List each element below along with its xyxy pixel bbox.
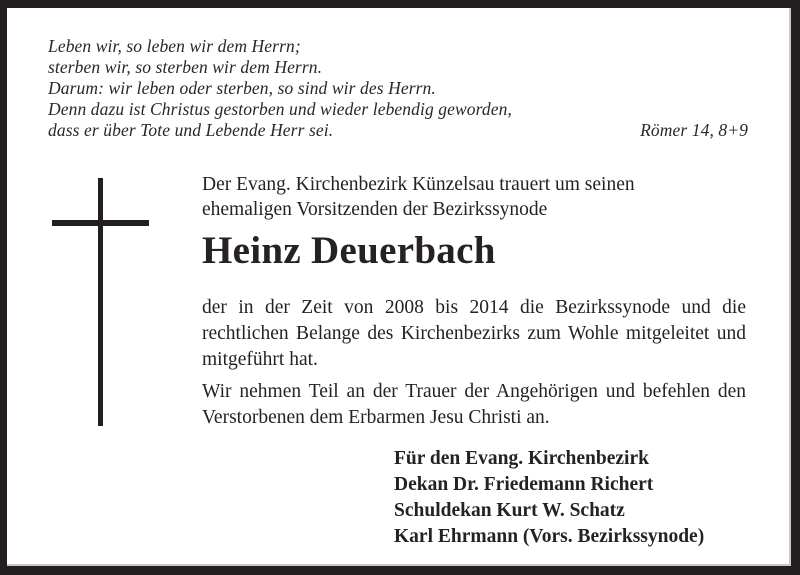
notice-paper — [7, 8, 791, 566]
body-paragraph: der in der Zeit von 2008 bis 2014 die Bezirkssynode und die rechtlichen Belange des Kirchenbezirks zum Wohle mitgeleitet und mitgeführt hat. — [202, 297, 746, 370]
verse-line: sterben wir, so sterben wir dem Herrn. — [48, 57, 323, 77]
verse-line: dass er über Tote und Lebende Herr sei. — [48, 120, 334, 140]
body-paragraph: Wir nehmen Teil an der Trauer der Angehörigen und befehlen den Verstorbenen dem Erbarmen Jesu Christi an. — [202, 381, 746, 428]
verse-last-row — [48, 120, 748, 141]
intro-line: ehemaligen Vorsitzenden der Bezirkssynode — [202, 199, 548, 220]
verse-line: Denn dazu ist Christus gestorben und wieder lebendig geworden, — [48, 99, 512, 119]
verse-line: Darum: wir leben oder sterben, so sind wir des Herrn. — [48, 78, 436, 98]
scripture-verse — [48, 36, 748, 141]
verse-line: Leben wir, so leben wir dem Herrn; — [48, 36, 301, 56]
cross-horizontal-bar — [52, 220, 149, 226]
verse-citation: Römer 14, 8+9 — [640, 120, 748, 140]
signature-line: Schuldekan Kurt W. Schatz — [394, 500, 625, 521]
signature-block — [394, 446, 704, 550]
signature-line: Karl Ehrmann (Vors. Bezirkssynode) — [394, 526, 705, 547]
intro-text — [202, 172, 746, 222]
deceased-name: Heinz Deuerbach — [202, 229, 496, 272]
signature-line: Für den Evang. Kirchenbezirk — [394, 448, 649, 469]
cross-vertical-bar — [98, 178, 103, 426]
cross-icon — [52, 178, 149, 426]
signature-line: Dekan Dr. Friedemann Richert — [394, 474, 654, 495]
intro-line: Der Evang. Kirchenbezirk Künzelsau trauert um seinen — [202, 174, 635, 195]
